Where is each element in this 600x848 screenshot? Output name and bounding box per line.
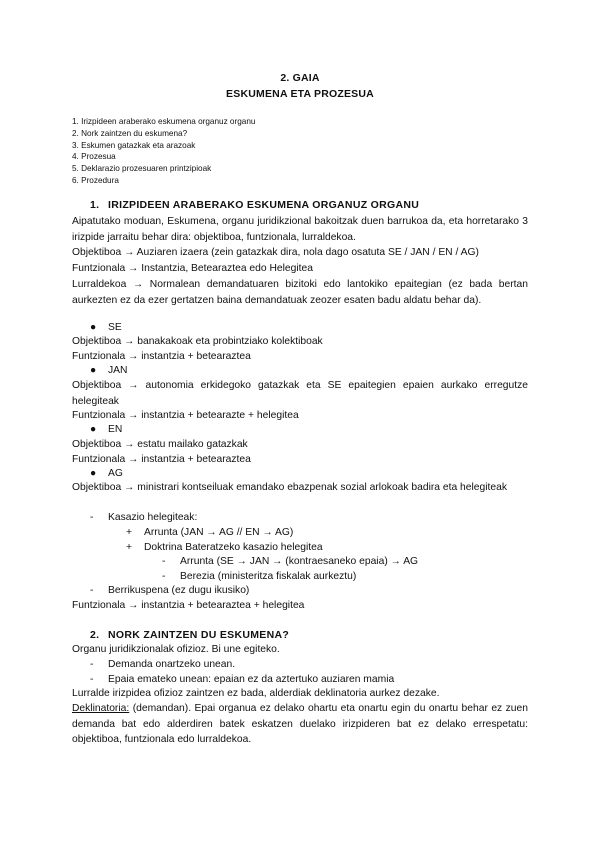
bullet-marker: ● [90, 468, 97, 479]
bullet-label: AG [108, 468, 123, 479]
berrikuspena-item [90, 583, 249, 599]
dash-marker: - [162, 556, 166, 567]
berezia-text: Berezia (ministeritza fiskalak aurkeztu) [180, 571, 357, 582]
bullet-marker: ● [90, 424, 97, 435]
toc-item: 1. Irizpideen araberako eskumena organuz organu [72, 117, 256, 126]
deklinatoria-paragraph [72, 701, 528, 748]
chapter-subtitle: ESKUMENA ETA PROZESUA [226, 88, 374, 100]
lurraldekoa-line: Lurraldekoa → Normalean demandatuaren bizitoki edo lantokiko epaitegian (ez bada bertan aurkezten ez da ezer gertatzen baina demandatuak zeozer esaten badu aldatu behar da). [72, 279, 528, 306]
se-objektiboa: Objektiboa → banakakoak eta probintziako kolektiboak [72, 336, 323, 347]
moment-text-2: Epaia emateko unean: epaian ez da aztertuko auziaren mamia [108, 674, 395, 685]
toc-item: 6. Prozedura [72, 175, 119, 185]
section-2-heading [90, 629, 289, 641]
plus-marker: + [126, 542, 133, 553]
section-1-number: 1. [90, 199, 100, 211]
deklinatoria-label: Deklinatoria: [72, 703, 130, 714]
plus-marker: + [126, 527, 133, 538]
section-1-heading [90, 199, 419, 211]
ag-funtzionala: Funtzionala → instantzia + betearaztea + helegitea [72, 600, 305, 611]
dash-marker: - [90, 659, 94, 670]
moment-text-1: Demanda onartzeko unean. [108, 659, 236, 670]
deklinatoria-text: (demandan). Epai organua ez delako ohartu eta onartu egin du onartu behar ez zuen demanda bat edo alderdiren batek eskatzen duelako irizpideren bat ez delako errespetatu: objektiboa, funtzionala edo lurraldekoa. [72, 703, 528, 746]
section-2-intro: Organu juridikzionalak ofizioz. Bi une egiteko. [72, 644, 280, 655]
toc-item: 3. Eskumen gatazkak eta arazoak [72, 140, 196, 150]
bullet-marker: ● [90, 322, 97, 333]
doktrina-arrunta-item [162, 554, 418, 570]
lurralde-line: Lurralde irizpidea ofizioz zaintzen ez bada, alderdiak deklinatoria aurkez dezake. [72, 688, 440, 699]
jan-funtzionala: Funtzionala → instantzia + betearazte + helegitea [72, 410, 299, 421]
ag-objektiboa: Objektiboa → ministrari kontseiluak emandako ebazpenak sozial arlokoak badira eta helegiteak [72, 482, 508, 493]
bullet-label: EN [108, 424, 123, 435]
moment-item-1 [90, 657, 235, 673]
dash-marker: - [162, 571, 166, 582]
arrunta-item [126, 525, 293, 541]
arrunta-text: Arrunta (JAN → AG // EN → AG) [144, 527, 294, 538]
se-funtzionala: Funtzionala → instantzia + betearaztea [72, 351, 251, 362]
table-of-contents [72, 116, 255, 187]
dash-marker: - [90, 674, 94, 685]
en-funtzionala: Funtzionala → instantzia + betearaztea [72, 454, 251, 465]
doktrina-arrunta-text: Arrunta (SE → JAN → (kontraesaneko epaia) → AG [180, 556, 419, 567]
berrikuspena-text: Berrikuspena (ez dugu ikusiko) [108, 585, 250, 596]
section-2-title: NORK ZAINTZEN DU ESKUMENA? [108, 629, 290, 641]
toc-item: 2. Nork zaintzen du eskumena? [72, 128, 188, 138]
toc-item: 5. Deklarazio prozesuaren printzipioak [72, 164, 212, 174]
objektiboa-line: Objektiboa → Auziaren izaera (zein gatazkak dira, nola dago osatuta SE / JAN / EN / AG) [72, 247, 479, 258]
bullet-en [90, 422, 122, 438]
toc-item: 4. Prozesua [72, 152, 116, 162]
bullet-jan [90, 363, 127, 379]
chapter-title: 2. GAIA [280, 72, 320, 84]
bullet-label: SE [108, 322, 122, 333]
dash-marker: - [90, 585, 94, 596]
doktrina-text: Doktrina Bateratzeko kasazio helegitea [144, 542, 323, 553]
section-1-intro: Aipatutako moduan, Eskumena, organu juridikzional bakoitzak duen barrukoa da, eta horretarako 3 irizpide jarraitu behar dira: objektiboa, funtzionala, lurraldekoa. [72, 216, 528, 243]
dash-marker: - [90, 512, 94, 523]
bullet-marker: ● [90, 365, 97, 376]
section-1-title: IRIZPIDEEN ARABERAKO ESKUMENA ORGANUZ ORGANU [108, 199, 420, 211]
kasazio-item [90, 510, 197, 526]
en-objektiboa: Objektiboa → estatu mailako gatazkak [72, 439, 248, 450]
bullet-label: JAN [108, 365, 128, 376]
kasazio-text: Kasazio helegiteak: [108, 512, 198, 523]
jan-objektiboa: Objektiboa → autonomia erkidegoko gatazkak eta SE epaitegien epaien aurkako erregutze helegiteak [72, 380, 528, 407]
section-2-number: 2. [90, 629, 100, 641]
funtzionala-line: Funtzionala → Instantzia, Betearaztea edo Helegitea [72, 263, 313, 274]
